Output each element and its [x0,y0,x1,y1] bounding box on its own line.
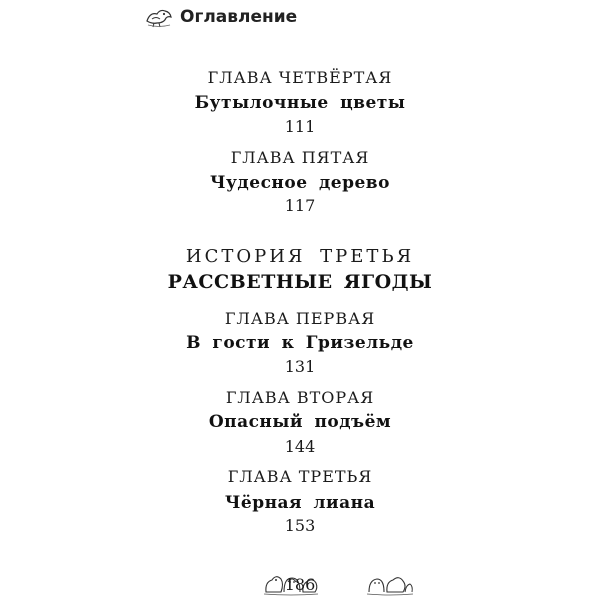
chapter-page-number: 111 [284,117,316,136]
header-title: Оглавление [180,7,298,27]
animals-ornament-icon [365,570,415,596]
story-label: ИСТОРИЯ ТРЕТЬЯ [185,246,415,267]
chapter-title: Чёрная лиана [224,493,376,513]
chapter-title: Опасный подъём [208,412,392,432]
chapter-page-number: 117 [284,196,316,215]
chapter-label: ГЛАВА ЧЕТВЁРТАЯ [207,68,393,87]
chapter-page-number: 144 [284,437,316,456]
page-footer [0,570,600,596]
chapter-title: Чудесное дерево [210,173,390,193]
chapter-label: ГЛАВА ВТОРАЯ [225,388,375,407]
chapter-page-number: 131 [284,357,316,376]
chapter-title: В гости к Гризельде [186,333,414,353]
chapter-label: ГЛАВА ПЕРВАЯ [224,309,376,328]
chapter-label: ГЛАВА ПЯТАЯ [230,148,370,167]
page-number: 186 [284,575,316,594]
chapter-page-number: 153 [284,516,316,535]
chapter-label: ГЛАВА ТРЕТЬЯ [227,467,373,486]
chapter-title: Бутылочные цветы [194,93,406,113]
story-title: РАССВЕТНЫЕ ЯГОДЫ [167,271,433,293]
